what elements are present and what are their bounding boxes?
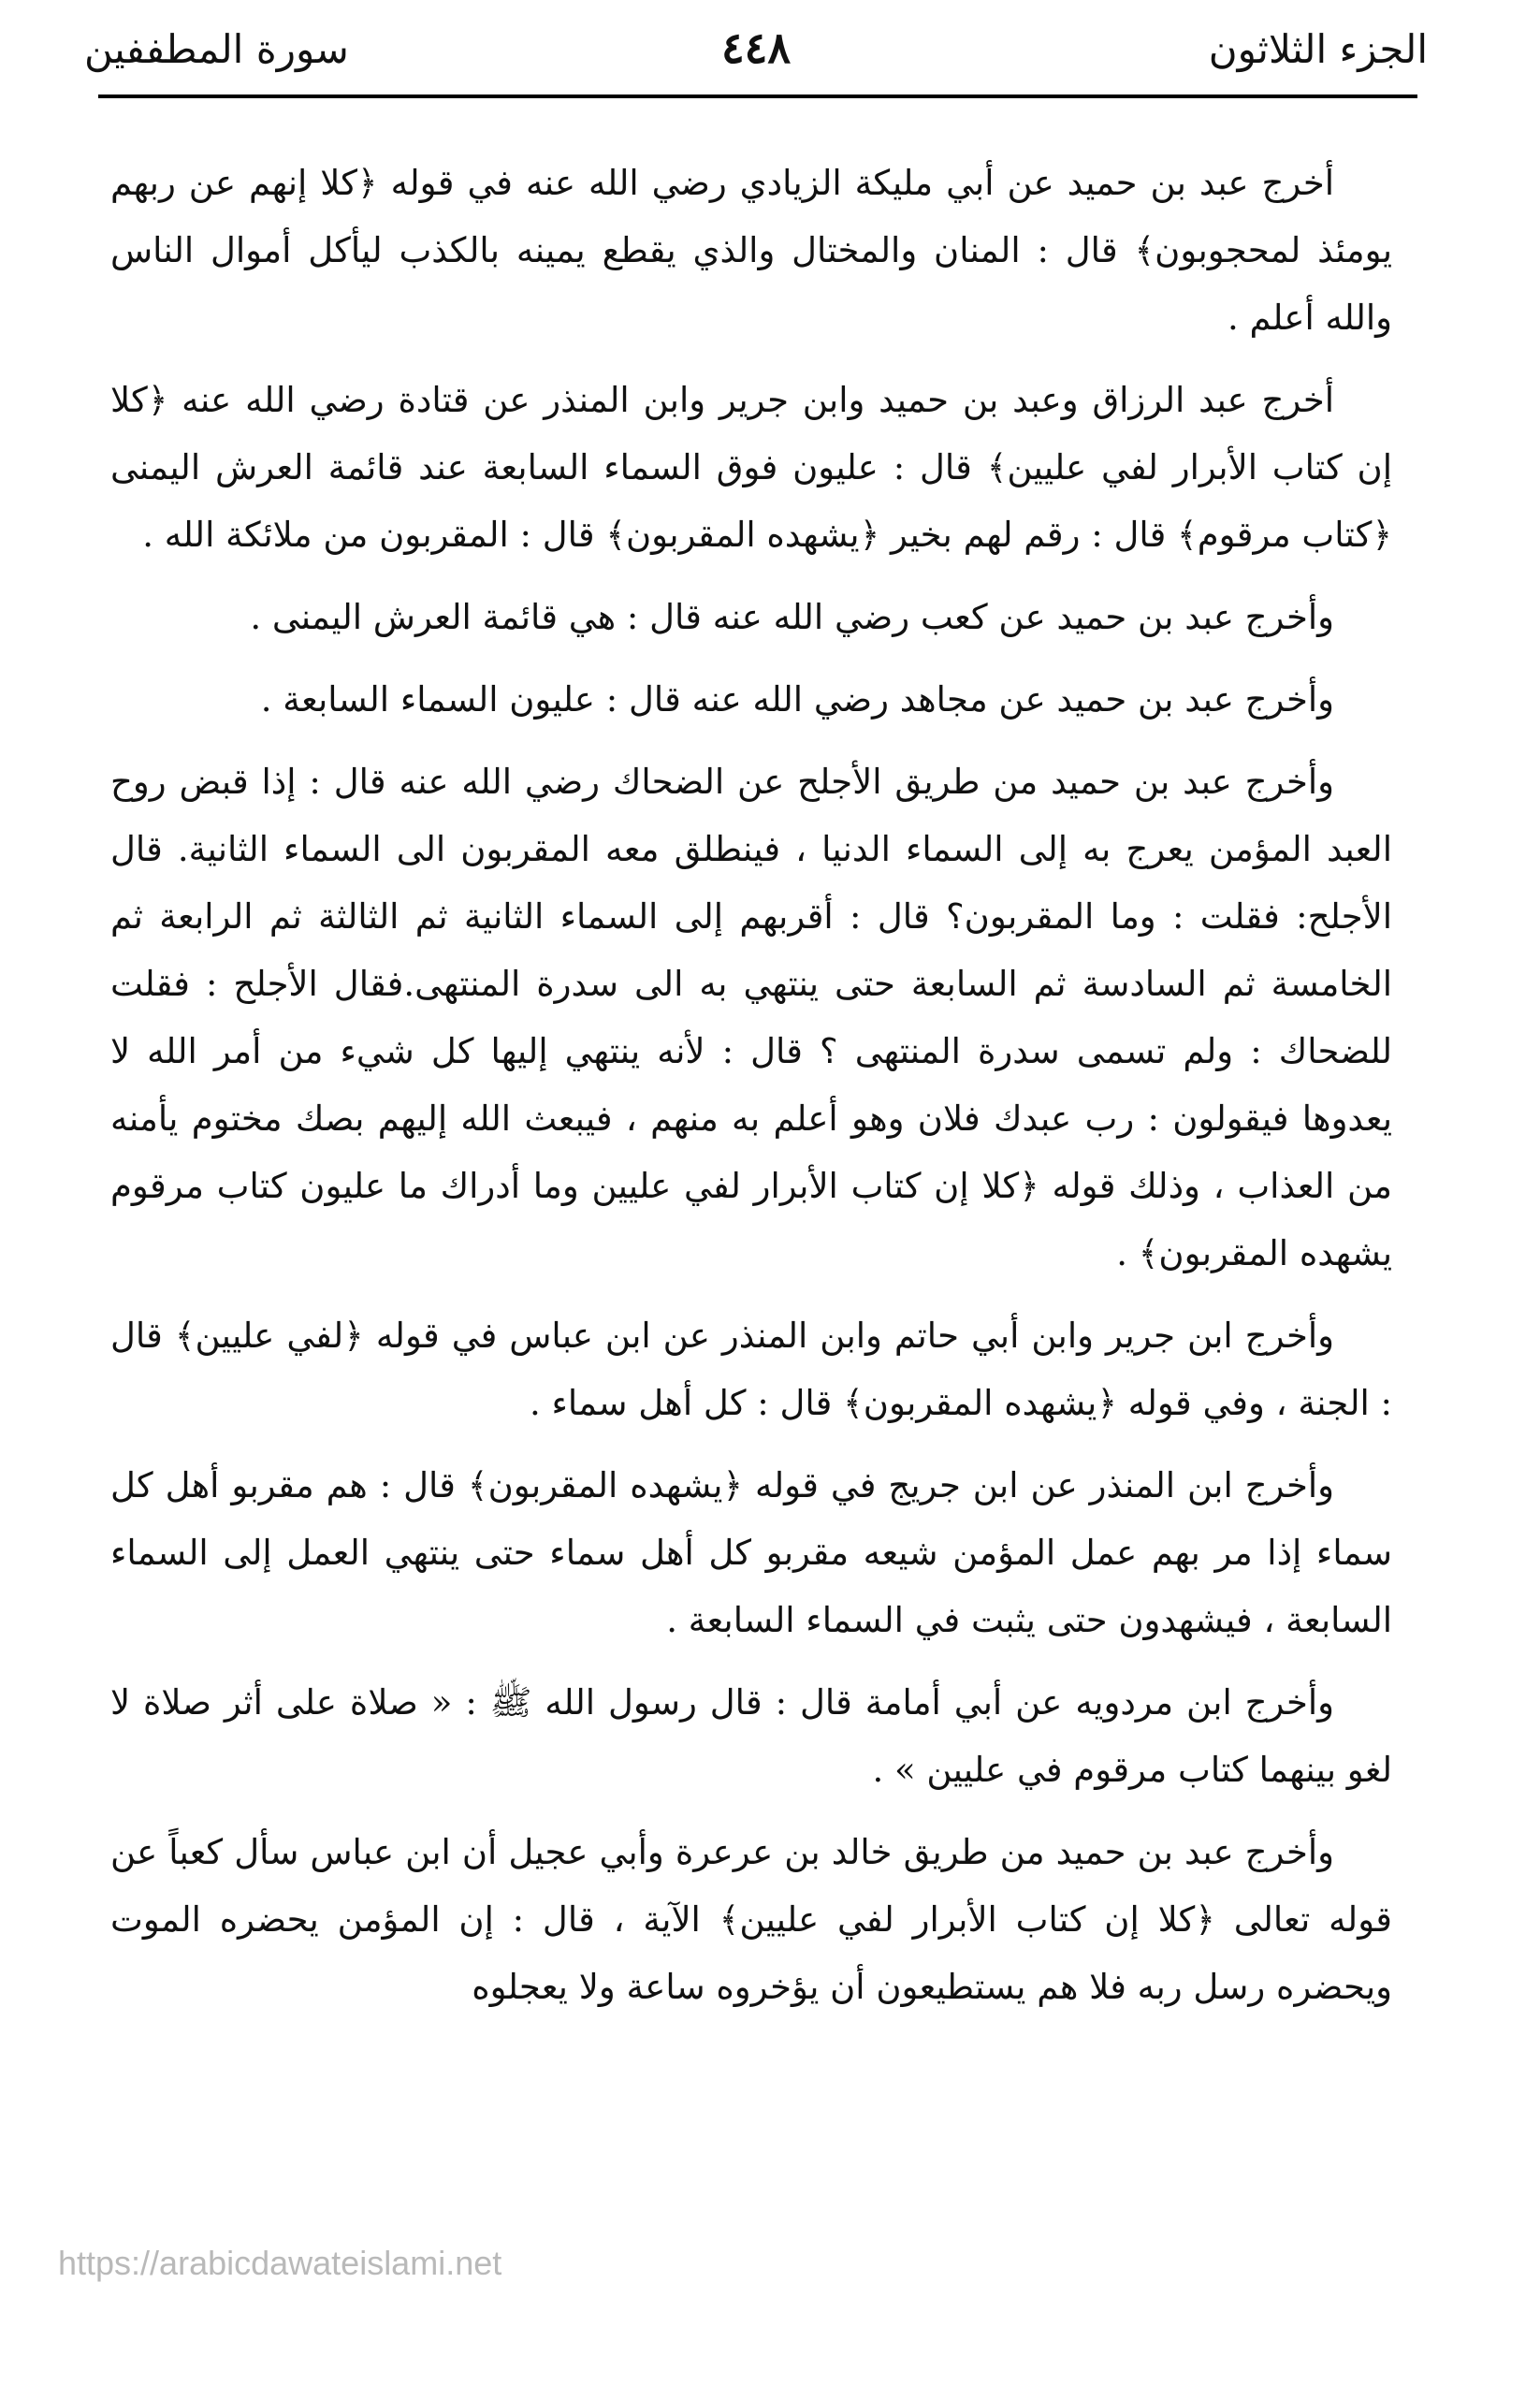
watermark-url: https://arabicdawateislami.net — [58, 2244, 502, 2282]
page-body — [110, 150, 1392, 2036]
paragraph: وأخرج عبد بن حميد عن مجاهد رضي الله عنه قال : عليون السماء السابعة . — [260, 679, 1334, 720]
paragraph: أخرج عبد الرزاق وعبد بن حميد وابن جرير وابن المنذر عن قتادة رضي الله عنه ﴿كلا إن كتاب الأبرار لفي عليين﴾ قال : عليون فوق السماء السابعة عند قائمة العرش اليمنى ﴿كتاب مرقوم﴾ قال : رقم لهم بخير ﴿يشهده المقربون﴾ قال : المقربون من ملائكة الله . — [110, 380, 1392, 555]
paragraph: وأخرج ابن مردويه عن أبي أمامة قال : قال رسول الله ﷺ : « صلاة على أثر صلاة لا لغو بينهما كتاب مرقوم في عليين » . — [110, 1682, 1392, 1790]
surah-title: سورة المطففين — [84, 26, 349, 72]
paragraph: وأخرج عبد بن حميد عن كعب رضي الله عنه قال : هي قائمة العرش اليمنى . — [250, 597, 1334, 637]
page-number: ٤٤٨ — [720, 22, 792, 73]
paragraph: وأخرج عبد بن حميد من طريق خالد بن عرعرة وأبي عجيل أن ابن عباس سأل كعباً عن قوله تعالى ﴿كلا إن كتاب الأبرار لفي عليين﴾ الآية ، قال : إن المؤمن يحضره الموت ويحضره رسل ربه فلا هم يستطيعون أن يؤخروه ساعة ولا يعجلوه — [110, 1832, 1392, 2007]
paragraph: وأخرج عبد بن حميد من طريق الأجلح عن الضحاك رضي الله عنه قال : إذا قبض روح العبد المؤمن يعرج به إلى السماء الدنيا ، فينطلق معه المقربون الى السماء الثانية. قال الأجلح: فقلت : وما المقربون؟ قال : أقربهم إلى السماء الثانية ثم الثالثة ثم الرابعة ثم الخامسة ثم السادسة ثم السابعة حتى ينتهي به الى سدرة المنتهى.فقال الأجلح : فقلت للضحاك : ولم تسمى سدرة المنتهى ؟ قال : لأنه ينتهي إليها كل شيء من أمر الله لا يعدوها فيقولون : رب عبدك فلان وهو أعلم به منهم ، فيبعث الله إليهم بصك مختوم يأمنه من العذاب ، وذلك قوله ﴿كلا إن كتاب الأبرار لفي عليين وما أدراك ما عليون كتاب مرقوم يشهده المقربون﴾ . — [110, 762, 1392, 1273]
header-rule — [98, 95, 1417, 98]
paragraph: وأخرج ابن جرير وابن أبي حاتم وابن المنذر عن ابن عباس في قوله ﴿لفي عليين﴾ قال : الجنة ، وفي قوله ﴿يشهده المقربون﴾ قال : كل أهل سماء . — [110, 1316, 1392, 1423]
paragraph: أخرج عبد بن حميد عن أبي مليكة الزيادي رضي الله عنه في قوله ﴿كلا إنهم عن ربهم يومئذ لمحجوبون﴾ قال : المنان والمختال والذي يقطع يمينه بالكذب ليأكل أموال الناس والله أعلم . — [110, 163, 1392, 338]
juz-title: الجزء الثلاثون — [1208, 26, 1428, 72]
paragraph: وأخرج ابن المنذر عن ابن جريج في قوله ﴿يشهده المقربون﴾ قال : هم مقربو أهل كل سماء إذا مر بهم عمل المؤمن شيعه مقربو كل أهل سماء حتى ينتهي العمل إلى السماء السابعة ، فيشهدون حتى يثبت في السماء السابعة . — [110, 1465, 1392, 1640]
page-header — [84, 19, 1428, 84]
